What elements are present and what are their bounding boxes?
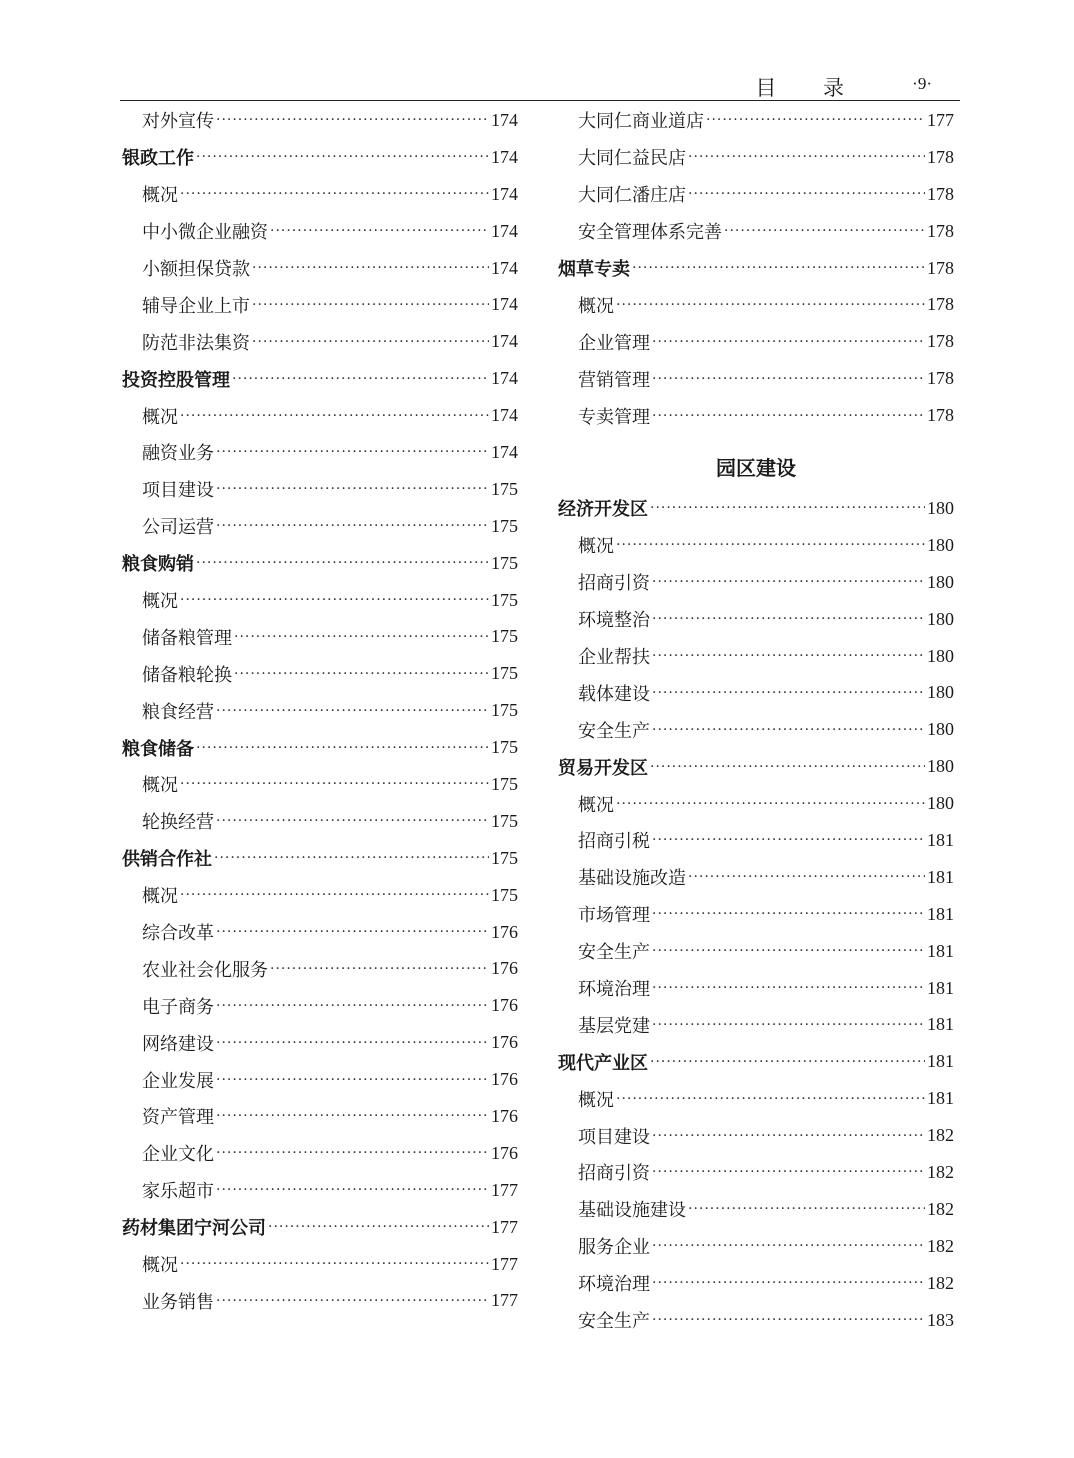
toc-entry-page: 178 (927, 405, 954, 426)
toc-entry-label: 融资业务 (142, 443, 214, 465)
toc-entry-label: 农业社会化服务 (142, 959, 268, 981)
toc-entry-label: 公司运营 (142, 517, 214, 539)
toc-entry[interactable] (558, 213, 954, 250)
toc-entry[interactable] (122, 692, 518, 729)
dot-leader (650, 759, 925, 775)
toc-entry-page: 181 (927, 903, 954, 924)
dot-leader (234, 629, 489, 645)
toc-section-entry[interactable] (558, 1043, 954, 1080)
toc-entry[interactable] (122, 1024, 518, 1061)
toc-entry-page: 175 (491, 663, 518, 684)
toc-entry-label: 招商引资 (578, 1163, 650, 1185)
toc-entry-label: 网络建设 (142, 1033, 214, 1055)
toc-entry[interactable] (122, 950, 518, 987)
toc-entry-label: 储备粮轮换 (142, 664, 232, 686)
toc-entry-label: 家乐超市 (142, 1181, 214, 1203)
toc-section-entry[interactable] (122, 1209, 518, 1246)
toc-entry-label: 概况 (142, 775, 178, 797)
toc-section-entry[interactable] (558, 250, 954, 287)
toc-entry-label: 储备粮管理 (142, 627, 232, 649)
toc-entry[interactable] (122, 987, 518, 1024)
toc-entry-label: 企业帮扶 (578, 647, 650, 669)
toc-entry-page: 181 (927, 866, 954, 887)
toc-entry-label: 基础设施建设 (578, 1200, 686, 1222)
toc-entry-label: 概况 (142, 886, 178, 908)
toc-entry-page: 182 (927, 1161, 954, 1182)
toc-left-column (122, 102, 518, 1319)
toc-entry-page: 176 (491, 995, 518, 1016)
toc-entry-label: 轮换经营 (142, 812, 214, 834)
dot-leader (688, 869, 925, 885)
dot-leader (216, 1072, 489, 1088)
toc-entry-page: 178 (927, 331, 954, 352)
toc-entry-page: 175 (491, 478, 518, 499)
toc-entry-page: 180 (927, 719, 954, 740)
toc-entry-page: 183 (927, 1309, 954, 1330)
dot-leader (216, 1293, 489, 1309)
toc-entry-label: 粮食储备 (122, 738, 194, 760)
toc-entry-page: 177 (491, 1216, 518, 1237)
toc-entry-page: 178 (927, 220, 954, 241)
toc-entry-label: 电子商务 (142, 996, 214, 1018)
dot-leader (652, 832, 925, 848)
toc-entry-page: 181 (927, 1051, 954, 1072)
toc-entry-label: 业务销售 (142, 1291, 214, 1313)
toc-section-entry[interactable] (122, 729, 518, 766)
toc-entry[interactable] (558, 564, 954, 601)
dot-leader (216, 1182, 489, 1198)
toc-entry-label: 安全管理体系完善 (578, 222, 722, 244)
toc-entry[interactable] (122, 1283, 518, 1320)
dot-leader (652, 648, 925, 664)
toc-entry-page: 182 (927, 1198, 954, 1219)
toc-entry-label: 综合改革 (142, 923, 214, 945)
toc-entry[interactable] (558, 1302, 954, 1339)
toc-entry[interactable] (558, 859, 954, 896)
toc-entry[interactable] (558, 674, 954, 711)
toc-entry[interactable] (558, 970, 954, 1007)
toc-entry-page: 182 (927, 1125, 954, 1146)
toc-right-column (558, 102, 954, 1339)
toc-entry-page: 174 (491, 405, 518, 426)
toc-entry[interactable] (122, 176, 518, 213)
dot-leader (616, 1091, 925, 1107)
toc-entry[interactable] (122, 1246, 518, 1283)
toc-entry-page: 180 (927, 645, 954, 666)
toc-entry-page: 174 (491, 441, 518, 462)
toc-entry-page: 178 (927, 257, 954, 278)
toc-entry-page: 174 (491, 331, 518, 352)
toc-entry-page: 181 (927, 977, 954, 998)
toc-entry-label: 企业管理 (578, 332, 650, 354)
toc-entry-label: 市场管理 (578, 905, 650, 927)
toc-entry[interactable] (122, 582, 518, 619)
toc-entry-page: 178 (927, 294, 954, 315)
toc-right-top (558, 102, 954, 434)
toc-entry[interactable] (122, 877, 518, 914)
toc-entry-page: 180 (927, 682, 954, 703)
toc-entry-label: 概况 (578, 1089, 614, 1111)
toc-entry[interactable] (122, 1098, 518, 1135)
dot-leader (216, 703, 489, 719)
dot-leader (652, 906, 925, 922)
toc-entry-label: 大同仁商业道店 (578, 111, 704, 133)
dot-leader (214, 850, 489, 866)
toc-entry[interactable] (558, 1191, 954, 1228)
toc-entry-page: 178 (927, 146, 954, 167)
toc-entry-page: 175 (491, 810, 518, 831)
toc-section-entry[interactable] (122, 360, 518, 397)
toc-entry-page: 175 (491, 847, 518, 868)
toc-entry-page: 178 (927, 183, 954, 204)
dot-leader (216, 1035, 489, 1051)
dot-leader (652, 1017, 925, 1033)
dot-leader (216, 444, 489, 460)
dot-leader (216, 813, 489, 829)
toc-entry[interactable] (122, 803, 518, 840)
dot-leader (616, 537, 925, 553)
toc-entry-label: 企业发展 (142, 1070, 214, 1092)
toc-entry[interactable] (122, 471, 518, 508)
toc-section-entry[interactable] (558, 490, 954, 527)
toc-entry-page: 176 (491, 1105, 518, 1126)
dot-leader (632, 260, 925, 276)
toc-entry-label: 营销管理 (578, 369, 650, 391)
toc-entry-label: 防范非法集资 (142, 332, 250, 354)
toc-entry-page: 175 (491, 700, 518, 721)
toc-entry[interactable] (558, 822, 954, 859)
toc-entry[interactable] (558, 785, 954, 822)
dot-leader (234, 666, 489, 682)
toc-entry[interactable] (558, 360, 954, 397)
toc-entry[interactable] (558, 102, 954, 139)
dot-leader (270, 961, 489, 977)
toc-entry-page: 181 (927, 829, 954, 850)
dot-leader (270, 223, 489, 239)
toc-entry-label: 中小微企业融资 (142, 222, 268, 244)
toc-entry-page: 182 (927, 1235, 954, 1256)
toc-entry-label: 项目建设 (578, 1126, 650, 1148)
toc-entry-label: 投资控股管理 (122, 369, 230, 391)
toc-entry-label: 环境整治 (578, 610, 650, 632)
toc-entry-label: 概况 (578, 536, 614, 558)
dot-leader (706, 112, 925, 128)
toc-entry-page: 175 (491, 737, 518, 758)
dot-leader (216, 924, 489, 940)
toc-entry-label: 概况 (142, 591, 178, 613)
dot-leader (688, 149, 925, 165)
toc-entry[interactable] (558, 1080, 954, 1117)
toc-section-entry[interactable] (122, 139, 518, 176)
toc-entry-page: 175 (491, 773, 518, 794)
toc-entry[interactable] (558, 397, 954, 434)
toc-entry-label: 项目建设 (142, 480, 214, 502)
toc-entry-label: 烟草专卖 (558, 259, 630, 280)
toc-entry[interactable] (122, 508, 518, 545)
toc-entry-label: 辅导企业上市 (142, 295, 250, 317)
toc-entry-label: 企业文化 (142, 1144, 214, 1166)
toc-entry-page: 180 (927, 534, 954, 555)
toc-entry[interactable] (558, 1117, 954, 1154)
toc-entry[interactable] (558, 601, 954, 638)
toc-section-entry[interactable] (558, 748, 954, 785)
header-page-number: ·9· (912, 74, 932, 93)
toc-entry-page: 181 (927, 1014, 954, 1035)
toc-entry[interactable] (122, 1061, 518, 1098)
toc-section-entry[interactable] (122, 545, 518, 582)
toc-entry-page: 176 (491, 921, 518, 942)
dot-leader (180, 592, 489, 608)
toc-entry-label: 概况 (142, 185, 178, 207)
toc-entry[interactable] (122, 102, 518, 139)
dot-leader (196, 555, 489, 571)
toc-entry[interactable] (122, 914, 518, 951)
dot-leader (688, 1201, 925, 1217)
toc-entry-label: 基层党建 (578, 1015, 650, 1037)
dot-leader (650, 500, 925, 516)
toc-entry-label: 安全生产 (578, 1311, 650, 1333)
toc-entry-label: 概况 (142, 1255, 178, 1277)
toc-entry[interactable] (558, 1228, 954, 1265)
dot-leader (216, 1108, 489, 1124)
toc-entry[interactable] (122, 286, 518, 323)
toc-entry[interactable] (558, 933, 954, 970)
toc-entry-label: 安全生产 (578, 720, 650, 742)
toc-entry-page: 180 (927, 793, 954, 814)
toc-entry-page: 175 (491, 884, 518, 905)
dot-leader (652, 371, 925, 387)
dot-leader (216, 481, 489, 497)
toc-entry-label: 概况 (142, 406, 178, 428)
toc-entry-page: 175 (491, 589, 518, 610)
dot-leader (724, 223, 925, 239)
toc-entry-label: 对外宣传 (142, 111, 214, 133)
toc-entry[interactable] (558, 286, 954, 323)
dot-leader (180, 186, 489, 202)
dot-leader (268, 1219, 489, 1235)
toc-entry-page: 174 (491, 220, 518, 241)
dot-leader (180, 408, 489, 424)
dot-leader (196, 740, 489, 756)
toc-entry-label: 安全生产 (578, 942, 650, 964)
toc-entry[interactable] (558, 638, 954, 675)
toc-entry[interactable] (122, 250, 518, 287)
toc-entry[interactable] (122, 766, 518, 803)
toc-entry[interactable] (122, 618, 518, 655)
toc-entry-label: 服务企业 (578, 1237, 650, 1259)
toc-entry-page: 176 (491, 958, 518, 979)
dot-leader (652, 611, 925, 627)
dot-leader (652, 1238, 925, 1254)
toc-entry-label: 大同仁潘庄店 (578, 185, 686, 207)
toc-entry-page: 175 (491, 626, 518, 647)
toc-entry-label: 粮食购销 (122, 554, 194, 576)
dot-leader (652, 685, 925, 701)
dot-leader (196, 149, 489, 165)
toc-entry[interactable] (122, 323, 518, 360)
dot-leader (616, 796, 925, 812)
dot-leader (180, 1256, 489, 1272)
toc-section-entry[interactable] (122, 840, 518, 877)
dot-leader (252, 260, 489, 276)
dot-leader (652, 1275, 925, 1291)
toc-entry-label: 银政工作 (122, 148, 194, 170)
toc-entry[interactable] (558, 711, 954, 748)
toc-entry-page: 180 (927, 608, 954, 629)
toc-entry-label: 基础设施改造 (578, 868, 686, 890)
dot-leader (688, 186, 925, 202)
toc-entry[interactable] (122, 397, 518, 434)
toc-entry-label: 概况 (578, 295, 614, 317)
toc-entry-page: 175 (491, 552, 518, 573)
toc-entry-page: 174 (491, 146, 518, 167)
toc-entry-page: 174 (491, 294, 518, 315)
toc-entry-label: 资产管理 (142, 1107, 214, 1129)
toc-entry[interactable] (122, 655, 518, 692)
toc-entry-page: 177 (491, 1253, 518, 1274)
toc-entry-label: 现代产业区 (558, 1052, 648, 1074)
dot-leader (652, 1128, 925, 1144)
toc-entry[interactable] (558, 1006, 954, 1043)
toc-entry-label: 经济开发区 (558, 499, 648, 521)
toc-entry-label: 供销合作社 (122, 849, 212, 871)
toc-entry-page: 174 (491, 368, 518, 389)
dot-leader (180, 887, 489, 903)
toc-entry-label: 环境治理 (578, 979, 650, 1001)
toc-right-bottom (558, 490, 954, 1338)
toc-entry-page: 182 (927, 1272, 954, 1293)
header-title: 目 录 (755, 76, 864, 100)
dot-leader (252, 334, 489, 350)
toc-entry[interactable] (558, 1265, 954, 1302)
toc-entry[interactable] (122, 1172, 518, 1209)
toc-entry-label: 粮食经营 (142, 701, 214, 723)
toc-entry-label: 招商引资 (578, 573, 650, 595)
toc-entry-page: 180 (927, 756, 954, 777)
toc-entry[interactable] (558, 1154, 954, 1191)
toc-entry-label: 贸易开发区 (558, 757, 648, 779)
dot-leader (652, 1164, 925, 1180)
toc-entry[interactable] (558, 139, 954, 176)
toc-entry-page: 177 (491, 1179, 518, 1200)
toc-entry-page: 180 (927, 571, 954, 592)
dot-leader (652, 1312, 925, 1328)
dot-leader (650, 1054, 925, 1070)
dot-leader (616, 297, 925, 313)
toc-entry-page: 174 (491, 257, 518, 278)
toc-entry[interactable] (122, 434, 518, 471)
dot-leader (216, 998, 489, 1014)
toc-entry-page: 176 (491, 1069, 518, 1090)
toc-entry-label: 概况 (578, 794, 614, 816)
toc-entry[interactable] (558, 323, 954, 360)
dot-leader (216, 1145, 489, 1161)
dot-leader (652, 574, 925, 590)
toc-entry-page: 175 (491, 515, 518, 536)
toc-entry[interactable] (558, 176, 954, 213)
toc-entry-label: 药材集团宁河公司 (122, 1218, 266, 1240)
toc-entry-label: 大同仁益民店 (578, 148, 686, 170)
toc-entry-page: 177 (927, 109, 954, 130)
dot-leader (652, 722, 925, 738)
dot-leader (232, 371, 489, 387)
dot-leader (216, 518, 489, 534)
dot-leader (652, 943, 925, 959)
toc-entry[interactable] (558, 527, 954, 564)
dot-leader (180, 776, 489, 792)
dot-leader (652, 408, 925, 424)
toc-entry-label: 载体建设 (578, 683, 650, 705)
toc-entry-page: 180 (927, 497, 954, 518)
toc-entry-label: 招商引税 (578, 831, 650, 853)
toc-entry-page: 181 (927, 1088, 954, 1109)
toc-entry[interactable] (122, 1135, 518, 1172)
toc-entry-label: 小额担保贷款 (142, 259, 250, 280)
toc-entry-label: 环境治理 (578, 1274, 650, 1296)
toc-entry[interactable] (558, 896, 954, 933)
toc-entry-page: 176 (491, 1142, 518, 1163)
toc-entry-page: 177 (491, 1290, 518, 1311)
toc-entry-page: 181 (927, 940, 954, 961)
toc-entry[interactable] (122, 213, 518, 250)
dot-leader (652, 334, 925, 350)
toc-entry-page: 174 (491, 109, 518, 130)
page-header (120, 70, 960, 101)
toc-entry-label: 专卖管理 (578, 406, 650, 428)
toc-entry-page: 176 (491, 1032, 518, 1053)
toc-entry-page: 178 (927, 368, 954, 389)
section-heading: 园区建设 (716, 455, 796, 480)
dot-leader (216, 112, 489, 128)
toc-entry-page: 174 (491, 183, 518, 204)
dot-leader (652, 980, 925, 996)
dot-leader (252, 297, 489, 313)
